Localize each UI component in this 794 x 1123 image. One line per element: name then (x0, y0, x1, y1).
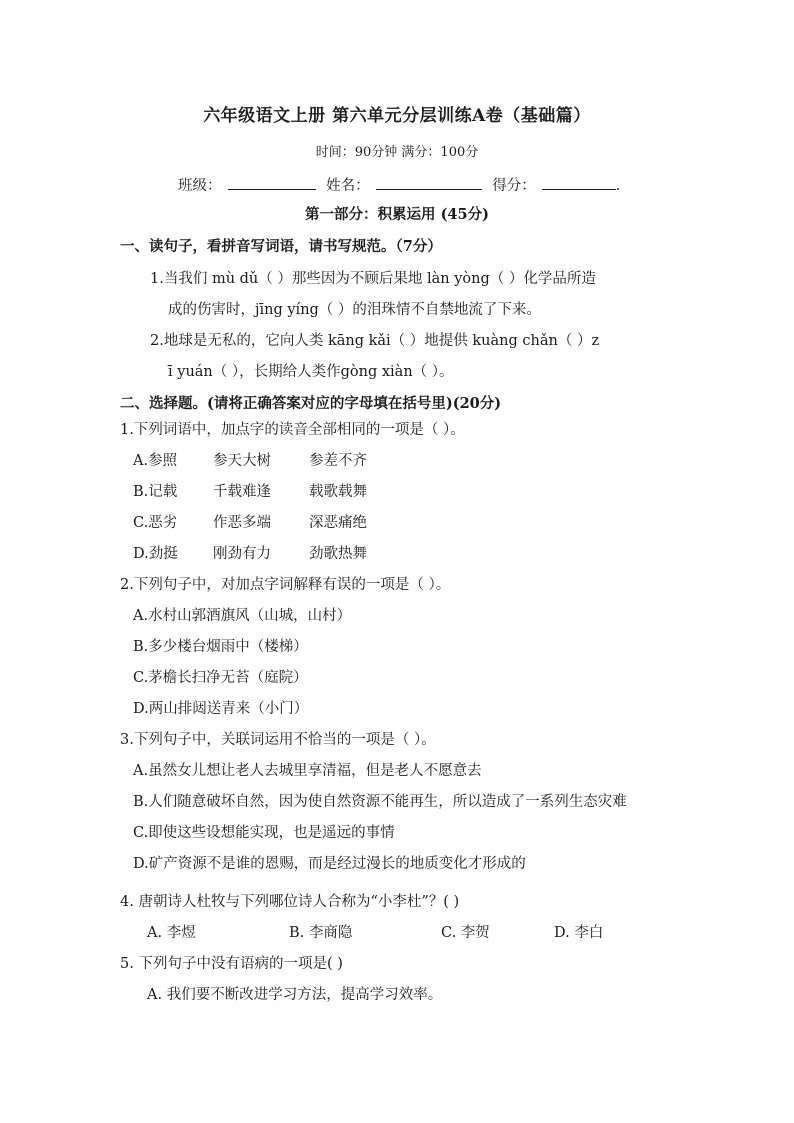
s2-q4-option-a: A. 李煜 (147, 925, 196, 941)
s2-q4-option-d: D. 李白 (554, 925, 604, 941)
s1-q2-line1: 2.地球是无私的，它向人类 kāng kǎi（ ）地提供 kuàng chǎn（ ）z (150, 333, 600, 349)
s2-q3-stem: 3.下列句子中，关联词运用不恰当的一项是（ ）。 (120, 732, 436, 748)
class-blank (228, 175, 316, 190)
s2-q1-option-c: C.恶劣 作恶多端 深恶痛绝 (133, 515, 367, 531)
s2-q2-option-a: A.水村山郭酒旗风（山城，山村） (133, 608, 352, 624)
exam-time-score: 时间：90分钟 满分：100分 (315, 145, 479, 160)
name-blank (376, 175, 482, 190)
name-label: 姓名： (326, 178, 370, 194)
s2-q2-option-d: D.两山排闼送青来（小门） (133, 701, 309, 717)
s1-q1-line1: 1.当我们 mù dǔ（ ）那些因为不顾后果地 làn yòng（ ）化学品所造 (150, 271, 596, 287)
section1-heading: 一、读句子，看拼音写词语，请书写规范。（7分） (120, 238, 442, 255)
s2-q3-option-d: D.矿产资源不是谁的恩赐，而是经过漫长的地质变化才形成的 (133, 856, 526, 872)
s2-q4-option-b: B. 李商隐 (289, 925, 353, 941)
score-label: 得分： (492, 178, 536, 194)
exam-title: 六年级语文上册 第六单元分层训练A卷（基础篇） (203, 106, 591, 126)
s2-q1-stem: 1.下列词语中，加点字的读音全部相同的一项是（ ）。 (120, 422, 465, 438)
s2-q4-option-c: C. 李贺 (441, 925, 490, 941)
s2-q2-option-b: B.多少楼台烟雨中（楼梯） (133, 639, 308, 655)
score-blank (542, 175, 616, 190)
s2-q3-option-b: B.人们随意破坏自然，因为使自然资源不能再生，所以造成了一系列生态灾难 (133, 794, 627, 810)
s2-q4-options (147, 923, 603, 943)
s2-q2-stem: 2.下列句子中，对加点字词解释有误的一项是（ ）。 (120, 577, 451, 593)
s2-q2-option-c: C.茅檐长扫净无苔（庭院） (133, 670, 308, 686)
s2-q4-stem: 4. 唐朝诗人杜牧与下列哪位诗人合称为“小李杜”？( ) (120, 894, 460, 910)
s2-q1-option-b: B.记载 千载难逢 载歌载舞 (133, 484, 367, 500)
s1-q1-line2: 成的伤害时，jīng yíng（ ）的泪珠情不自禁地流了下来。 (168, 302, 541, 318)
end-mark: . (615, 178, 621, 194)
s2-q3-option-c: C.即使这些设想能实现，也是遥远的事情 (133, 825, 395, 841)
s2-q1-option-a: A.参照 参天大树 参差不齐 (133, 453, 367, 469)
student-info-row (178, 175, 620, 196)
s1-q2-line2: ī yuán（ ），长期给人类作gòng xiàn（ ）。 (168, 364, 454, 380)
s2-q5-stem: 5. 下列句子中没有语病的一项是( ) (120, 956, 343, 972)
part1-heading: 第一部分：积累运用 (45分) (305, 206, 489, 223)
class-label: 班级： (178, 178, 222, 194)
section2-heading: 二、选择题。(请将正确答案对应的字母填在括号里)(20分) (120, 395, 502, 412)
s2-q5-option-a: A. 我们要不断改进学习方法，提高学习效率。 (147, 987, 443, 1003)
s2-q1-option-d: D.劲挺 刚劲有力 劲歌热舞 (133, 546, 367, 562)
s2-q3-option-a: A.虽然女儿想让老人去城里享清福，但是老人不愿意去 (133, 763, 482, 779)
